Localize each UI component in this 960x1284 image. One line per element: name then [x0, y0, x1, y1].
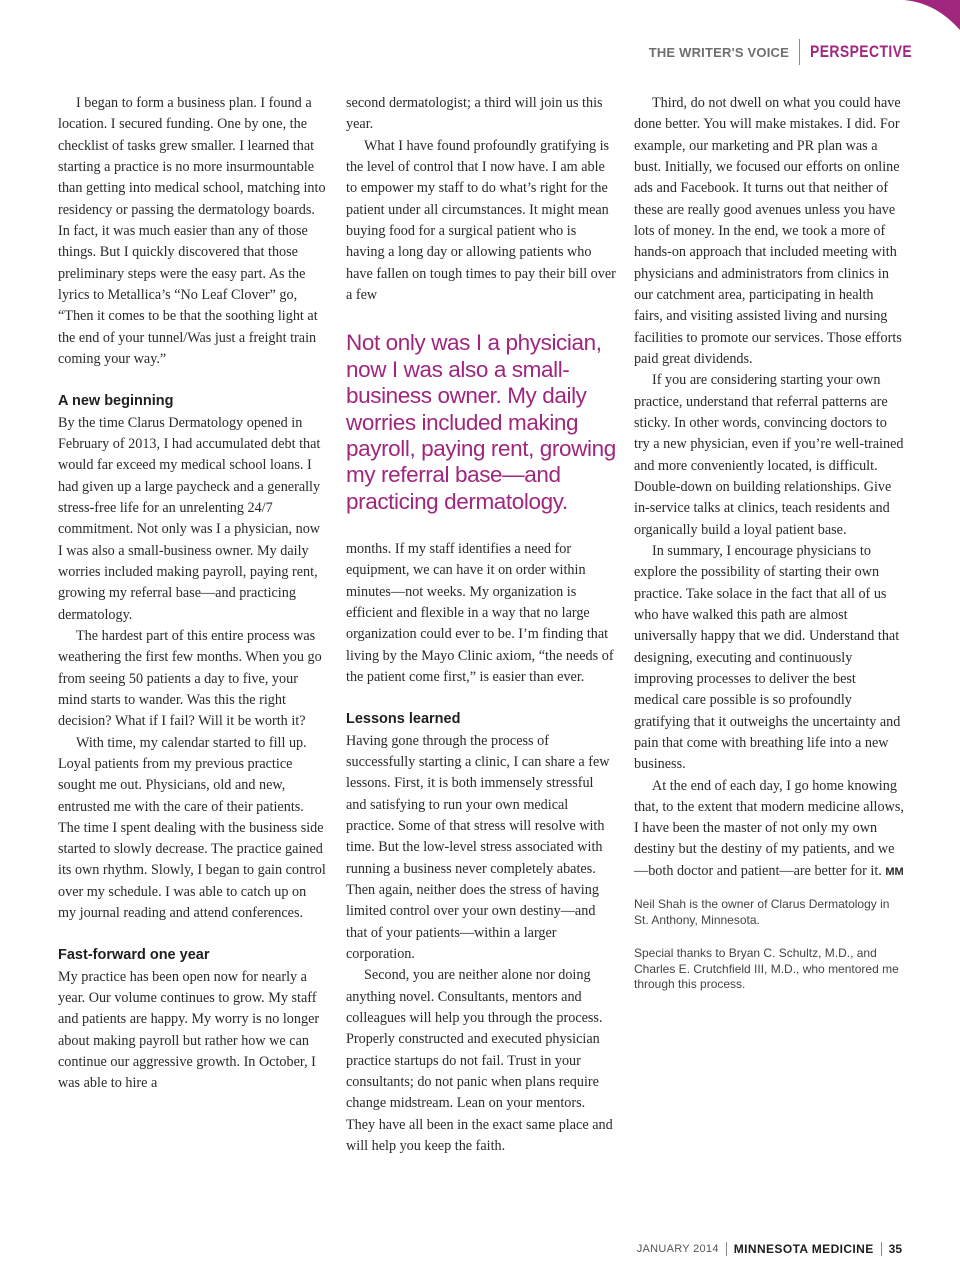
paragraph: The hardest part of this entire process was weathering the first few months. When you go from seeing 50 patients a day to five, your mind starts to wander. Was this the right decision? What if I fail? Will it be worth it?: [58, 627, 322, 730]
paragraph: In summary, I encourage physicians to explore the possibility of starting their own practice. Take solace in the fact that all of us who have walked this path are almost universally happy that we did. Understand that designing, executing and continuously improving processes to deliver the best medical care possible is so profoundly gratifying that it outweighs the uncertainty and pain that come with breathing life into a new business.: [634, 542, 901, 773]
section-label: THE WRITER'S VOICE: [648, 44, 789, 60]
paragraph: Second, you are neither alone nor doing anything novel. Consultants, mentors and colleagues will help you through the process. Properly constructed and executed physician practice startups do not fail. Trust in your consultants; do not panic when plans require change midstream. Lean on your mentors. They have all been in the exact same place and will help you keep the faith.: [346, 967, 613, 1154]
paragraph: I began to form a business plan. I found a location. I secured funding. One by one, the checklist of tasks grew smaller. I learned that starting a practice is no more insurmountable than getting into medical school, matching into residency or passing the dermatology boards. In fact, it was much easier than any of those things. But I quickly discovered that those preliminary steps were the easy part. As the lyrics to Metallica’s “No Leaf Clover” go, “Then it comes to be that the soothing light at the end of your tunnel/Was just a freight train coming your way.”: [58, 95, 326, 367]
paragraph: months. If my staff identifies a need for equipment, we can have it on order within minutes—not weeks. My organization is efficient and flexible in a way that no large organization could ever to be. I’m finding that living by the Mayo Clinic axiom, “the needs of the patient come first,” is easier than ever.: [346, 541, 614, 686]
footer-divider: [726, 1242, 727, 1256]
subheading: Fast-forward one year: [58, 947, 210, 964]
paragraph: By the time Clarus Dermatology opened in February of 2013, I had accumulated debt that would far exceed my medical school loans. I had given up a large paycheck and a generally stress-free life for an unrelenting 24/7 commitment. Not only was I a physician, now I was also a small-business owner. My daily worries included making payroll, paying rent, growing my referral base—and practicing dermatology.: [58, 414, 321, 623]
end-mark: MM: [885, 865, 904, 878]
paragraph: Third, do not dwell on what you could have done better. You will make mistakes. I did. For example, our marketing and PR plan was a bust. Initially, we focused our efforts on online ads and Facebook. It turns out that neither of these are really good avenues unless you have lots of money. In the end, we took a more of hands-on approach that included meeting with physicians and administrators from clinics in our catchment area, participating in health fairs, and visiting assisted living and nursing facilities to promote our services. Those efforts paid great dividends.: [634, 95, 902, 367]
closing-paragraph: [634, 776, 904, 884]
category-label: PERSPECTIVE: [810, 42, 913, 61]
paragraph: What I have found profoundly gratifying is the level of control that I now have. I am able to empower my staff to do what’s right for the patient under all circumstances. It might mean buying food for a surgical patient who is having a long day or allowing patients who have fallen on tough times to pay their bill over a few: [346, 137, 616, 303]
acknowledgments: Special thanks to Bryan C. Schultz, M.D., and Charles E. Crutchfield III, M.D., who mentored me through this process.: [634, 946, 899, 992]
article-column-3: [634, 93, 904, 993]
paragraph: second dermatologist; a third will join us this year.: [346, 95, 603, 133]
article-column-1: [58, 93, 326, 1095]
paragraph: If you are considering starting your own practice, understand that referral patterns are sticky. In other words, convincing doctors to try a new physician, even if you’re well-trained and more conveniently located, is difficult. Double-down on building relationships. Give in-service talks at clinics, teach residents and organically build a loyal patient base.: [634, 372, 904, 538]
footer-divider: [881, 1242, 882, 1256]
subheading: Lessons learned: [346, 711, 461, 728]
paragraph: My practice has been open now for nearly a year. Our volume continues to grow. My staff and patients are happy. My worry is no longer about making payroll but rather how we can continue our aggressive growth. In October, I was able to hire a: [58, 968, 320, 1092]
article-column-2: [346, 93, 616, 1157]
author-bio: Neil Shah is the owner of Clarus Dermatology in St. Anthony, Minnesota.: [634, 897, 890, 927]
subheading: A new beginning: [58, 393, 174, 410]
page-footer: [637, 1240, 902, 1258]
pull-quote: Not only was I a physician, now I was also a small-business owner. My daily worries included making payroll, paying rent, growing my referral base—and practicing dermatology.: [346, 330, 616, 514]
page-number: 35: [888, 1242, 902, 1256]
corner-accent-shape: [904, 0, 960, 30]
magazine-name: MINNESOTA MEDICINE: [733, 1242, 874, 1256]
paragraph: With time, my calendar started to fill up. Loyal patients from my previous practice sought me out. Physicians, old and new, entrusted me with the care of their patients. The time I spent dealing with the business side started to slowly decrease. The practice gained its own rhythm. Slowly, I began to gain control over my schedule. I was able to catch up on my journal reading and attend conferences.: [58, 734, 326, 922]
issue-date: JANUARY 2014: [636, 1243, 719, 1255]
paragraph-text: At the end of each day, I go home knowing that, to the extent that modern medicine allows, I have been the master of not only my own destiny but the destiny of my patients, and we—both doctor and patient—are better for it.: [634, 777, 904, 879]
page-header: [648, 38, 913, 66]
paragraph: Having gone through the process of successfully starting a clinic, I can share a few lessons. First, it is both immensely stressful and satisfying to run your own medical practice. Some of that stress will resolve with time. But the low-level stress associated with running a business never completely abates. Then again, neither does the stress of having limited control over your own destiny—and that of your patients—within a larger corporation.: [346, 732, 610, 963]
header-divider: [799, 39, 800, 65]
